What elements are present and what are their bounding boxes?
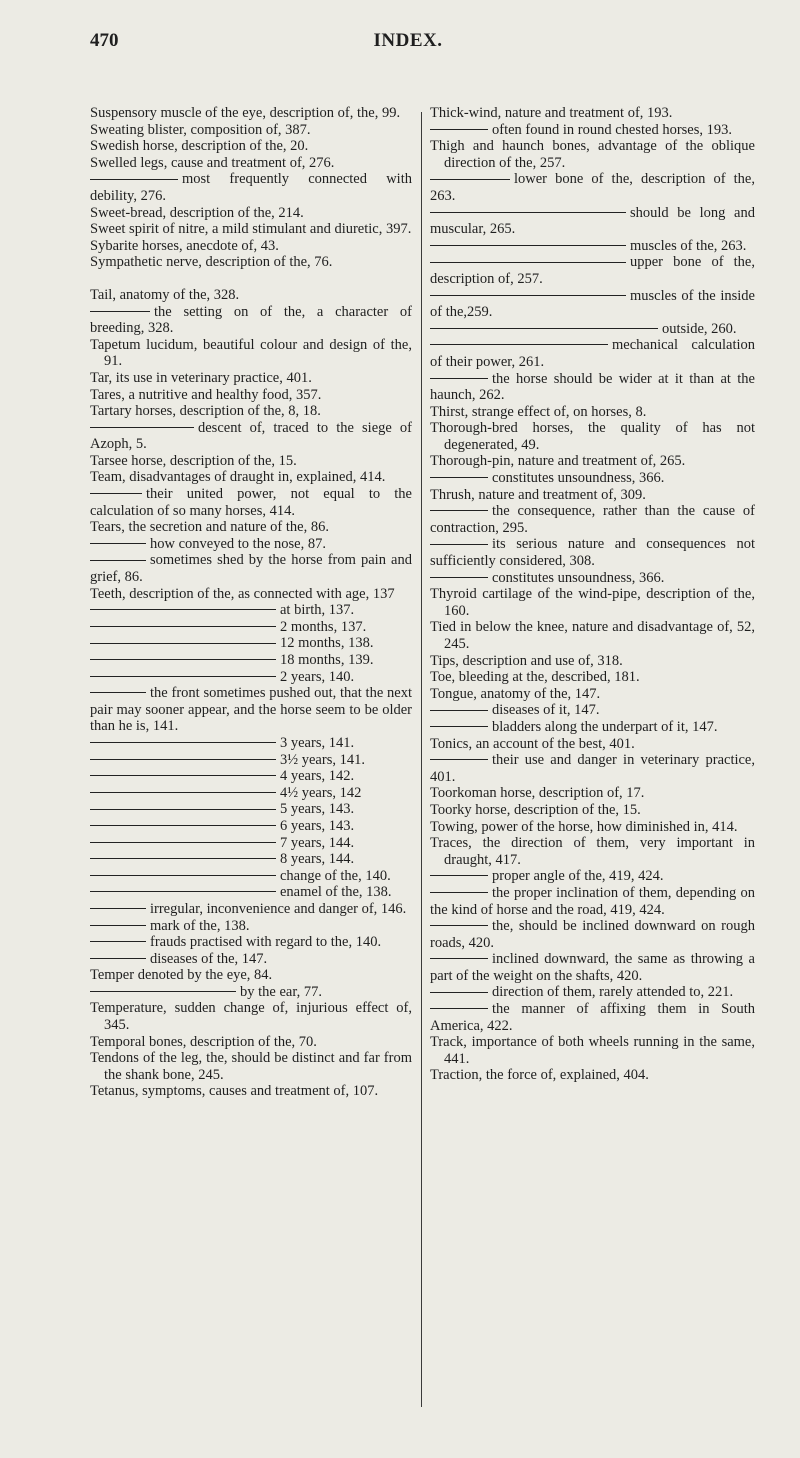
index-entry: Sweet-bread, description of the, 214. [90, 204, 304, 221]
index-subentry: proper angle of the, 419, 424. [430, 868, 755, 885]
index-entry: Tonics, an account of the best, 401. [430, 735, 635, 752]
index-subentry: inclined downward, the same as throwing a part of the weight on the shafts, 420. [430, 951, 755, 984]
index-entry: Traction, the force of, explained, 404. [430, 1067, 649, 1084]
index-subentry: the manner of affixing them in South America, 422. [430, 1001, 755, 1034]
index-subentry: the proper inclination of them, depending on the kind of horse and the road, 419, 424. [430, 884, 755, 918]
index-subentry: 2 months, 137. [90, 619, 412, 636]
column-divider [421, 112, 422, 1407]
index-subentry: 4½ years, 142 [90, 785, 412, 802]
index-subentry: most frequently connected with debility, 276. [90, 171, 412, 204]
index-entry: Thirst, strange effect of, on horses, 8. [430, 403, 647, 420]
index-subentry: often found in round chested horses, 193. [430, 122, 755, 139]
index-subentry: the consequence, rather than the cause of contraction, 295. [430, 503, 755, 536]
index-subentry: 2 years, 140. [90, 669, 412, 686]
index-subentry: enamel of the, 138. [90, 884, 412, 901]
page-number: 470 [90, 30, 119, 51]
index-entry: Towing, power of the horse, how diminished in, 414. [430, 818, 738, 835]
page-title: INDEX. [373, 30, 443, 51]
index-subentry: should be long and muscular, 265. [430, 204, 755, 238]
index-entry: Track, importance of both wheels running in the same, 441. [430, 1034, 755, 1067]
index-subentry: lower bone of the, description of the, 263. [430, 171, 755, 204]
index-entry: Thick-wind, nature and treatment of, 193. [430, 105, 673, 121]
index-entry: Tail, anatomy of the, 328. [90, 286, 240, 303]
index-subentry: outside, 260. [430, 321, 755, 338]
index-entry: Sweating blister, composition of, 387. [90, 121, 311, 138]
index-entry: Team, disadvantages of draught in, explained, 414. [90, 469, 386, 486]
index-subentry: change of the, 140. [90, 868, 412, 885]
index-entry: Toorky horse, description of the, 15. [430, 801, 641, 818]
index-subentry: at birth, 137. [90, 602, 412, 619]
page-header [88, 22, 728, 62]
index-entry: Temper denoted by the eye, 84. [90, 967, 273, 984]
index-entry: Thrush, nature and treatment of, 309. [430, 486, 646, 503]
index-entry: Thorough-bred horses, the quality of has not degenerated, 49. [430, 420, 755, 453]
index-subentry: muscles of the, 263. [430, 238, 755, 255]
index-subentry: the setting on of the, a character of breeding, 328. [90, 303, 412, 337]
index-entry: Sympathetic nerve, description of the, 76. [90, 254, 333, 271]
index-subentry: constitutes unsoundness, 366. [430, 570, 755, 587]
index-subentry: sometimes shed by the horse from pain and grief, 86. [90, 552, 412, 586]
index-entry: Swelled legs, cause and treatment of, 276. [90, 154, 335, 171]
index-entry: Sybarite horses, anecdote of, 43. [90, 237, 279, 254]
index-entry: Tar, its use in veterinary practice, 401. [90, 369, 312, 386]
index-subentry: mechanical calculation of their power, 261. [430, 337, 755, 370]
index-entry: Tied in below the knee, nature and disadvantage of, 52, 245. [430, 619, 755, 652]
index-subentry: frauds practised with regard to the, 140. [90, 934, 412, 951]
index-entry: Tartary horses, description of the, 8, 18. [90, 403, 321, 420]
index-entry: Tips, description and use of, 318. [430, 652, 623, 669]
index-subentry: mark of the, 138. [90, 918, 412, 935]
index-subentry: descent of, traced to the siege of Azoph, 5. [90, 419, 412, 453]
index-subentry: 3½ years, 141. [90, 752, 412, 769]
index-entry: Tendons of the leg, the, should be distinct and far from the shank bone, 245. [90, 1050, 412, 1083]
index-entry: Tares, a nutritive and healthy food, 357. [90, 386, 322, 403]
index-entry: Tongue, anatomy of the, 147. [430, 685, 601, 702]
index-entry: Toe, bleeding at the, described, 181. [430, 669, 640, 686]
index-subentry: 12 months, 138. [90, 635, 412, 652]
index-subentry: diseases of the, 147. [90, 951, 412, 968]
index-subentry: 8 years, 144. [90, 851, 412, 868]
index-subentry: their united power, not equal to the calculation of so many horses, 414. [90, 486, 412, 519]
index-entry: Thorough-pin, nature and treatment of, 265. [430, 453, 686, 470]
index-subentry: 5 years, 143. [90, 801, 412, 818]
index-subentry: its serious nature and consequences not sufficiently considered, 308. [430, 536, 755, 570]
index-subentry: 4 years, 142. [90, 768, 412, 785]
index-entry: Tetanus, symptoms, causes and treatment of, 107. [90, 1083, 379, 1100]
index-subentry: upper bone of the, description of, 257. [430, 254, 755, 287]
index-subentry: irregular, inconvenience and danger of, 146. [90, 901, 412, 918]
index-subentry: muscles of the inside of the,259. [430, 287, 755, 321]
index-entry: Tapetum lucidum, beautiful colour and design of the, 91. [90, 336, 412, 370]
index-subentry: 7 years, 144. [90, 835, 412, 852]
index-entry: Traces, the direction of them, very important in draught, 417. [430, 835, 755, 868]
left-column [90, 105, 412, 1100]
index-entry: Swedish horse, description of the, 20. [90, 138, 309, 155]
index-subentry: 18 months, 139. [90, 652, 412, 669]
index-subentry: bladders along the underpart of it, 147. [430, 719, 755, 736]
index-subentry: how conveyed to the nose, 87. [90, 536, 412, 553]
right-column [430, 105, 755, 1084]
index-entry: Tarsee horse, description of the, 15. [90, 452, 297, 469]
index-entry: Suspensory muscle of the eye, description of, the, 99. [90, 105, 401, 121]
index-subentry: the front sometimes pushed out, that the next pair may sooner appear, and the horse seem to be older than he is, 141. [90, 685, 412, 735]
index-subentry: diseases of it, 147. [430, 702, 755, 719]
index-subentry: their use and danger in veterinary practice, 401. [430, 752, 755, 785]
index-entry: Thyroid cartilage of the wind-pipe, description of the, 160. [430, 586, 755, 619]
index-entry: Toorkoman horse, description of, 17. [430, 785, 645, 802]
index-subentry: 6 years, 143. [90, 818, 412, 835]
index-entry: Temporal bones, description of the, 70. [90, 1033, 317, 1050]
index-subentry: 3 years, 141. [90, 735, 412, 752]
index-subentry: the, should be inclined downward on rough roads, 420. [430, 918, 755, 951]
index-subentry: direction of them, rarely attended to, 221. [430, 984, 755, 1001]
index-entry: Sweet spirit of nitre, a mild stimulant and diuretic, 397. [90, 221, 412, 238]
index-entry: Teeth, description of the, as connected with age, 137 [90, 585, 395, 602]
index-subentry: the horse should be wider at it than at the haunch, 262. [430, 370, 755, 404]
index-entry: Temperature, sudden change of, injurious effect of, 345. [90, 1000, 412, 1034]
index-entry: Tears, the secretion and nature of the, 86. [90, 519, 329, 536]
index-subentry: by the ear, 77. [90, 984, 412, 1001]
index-subentry: constitutes unsoundness, 366. [430, 470, 755, 487]
index-entry: Thigh and haunch bones, advantage of the oblique direction of the, 257. [430, 138, 755, 171]
